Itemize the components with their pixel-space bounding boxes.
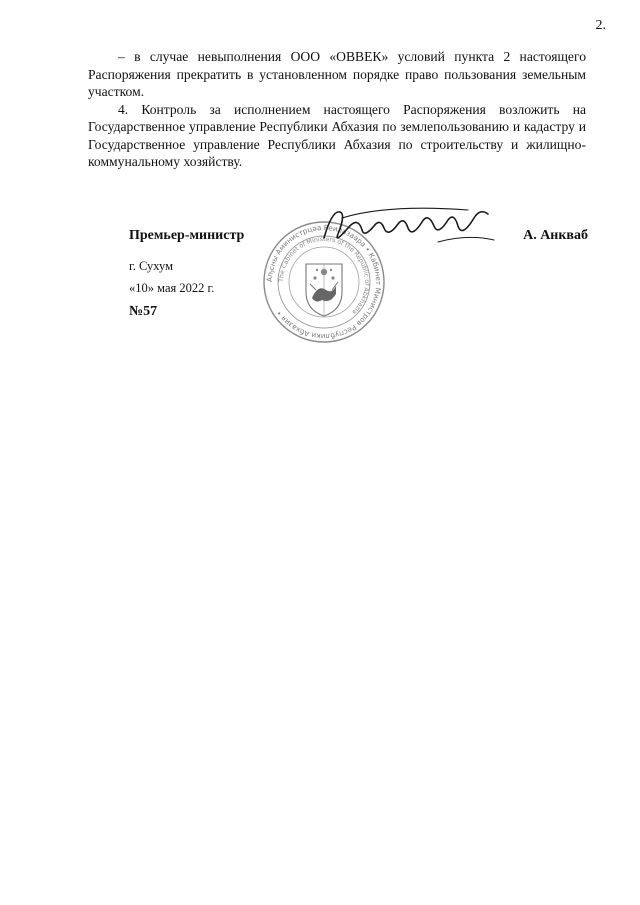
issue-date: «10» мая 2022 г. xyxy=(129,281,215,295)
handwritten-signature xyxy=(318,204,496,248)
issue-place: г. Сухум xyxy=(129,259,174,273)
seal-inner-text: The Cabinet of Ministers of the Republic of Abkhazia xyxy=(277,235,371,316)
document-body xyxy=(88,48,586,171)
seal-outer-text: Аҧсны Аминистрцәа Реилазаара • Кабинет Министров Республики Абхазия • xyxy=(264,222,384,342)
coat-of-arms-emblem xyxy=(306,264,342,316)
signatory-title: Премьер-министр xyxy=(129,228,245,243)
paragraph-control-clause: 4. Контроль за исполнением настоящего Распоряжения возложить на Государственное управление Республики Абхазия по землепользованию и кадастру и Государственное управление Республики Абхазия по строительству и жилищно-коммунальному хозяйству. xyxy=(88,101,586,169)
paragraph-termination-clause: – в случае невыполнения ООО «ОВВЕК» условий пункта 2 настоящего Распоряжения прекратить в установленном порядке право пользования земельным участком. xyxy=(88,49,586,99)
signatory-name: А. Анкваб xyxy=(523,228,588,243)
document-number: №57 xyxy=(129,304,158,319)
page-number: 2. xyxy=(595,18,606,33)
